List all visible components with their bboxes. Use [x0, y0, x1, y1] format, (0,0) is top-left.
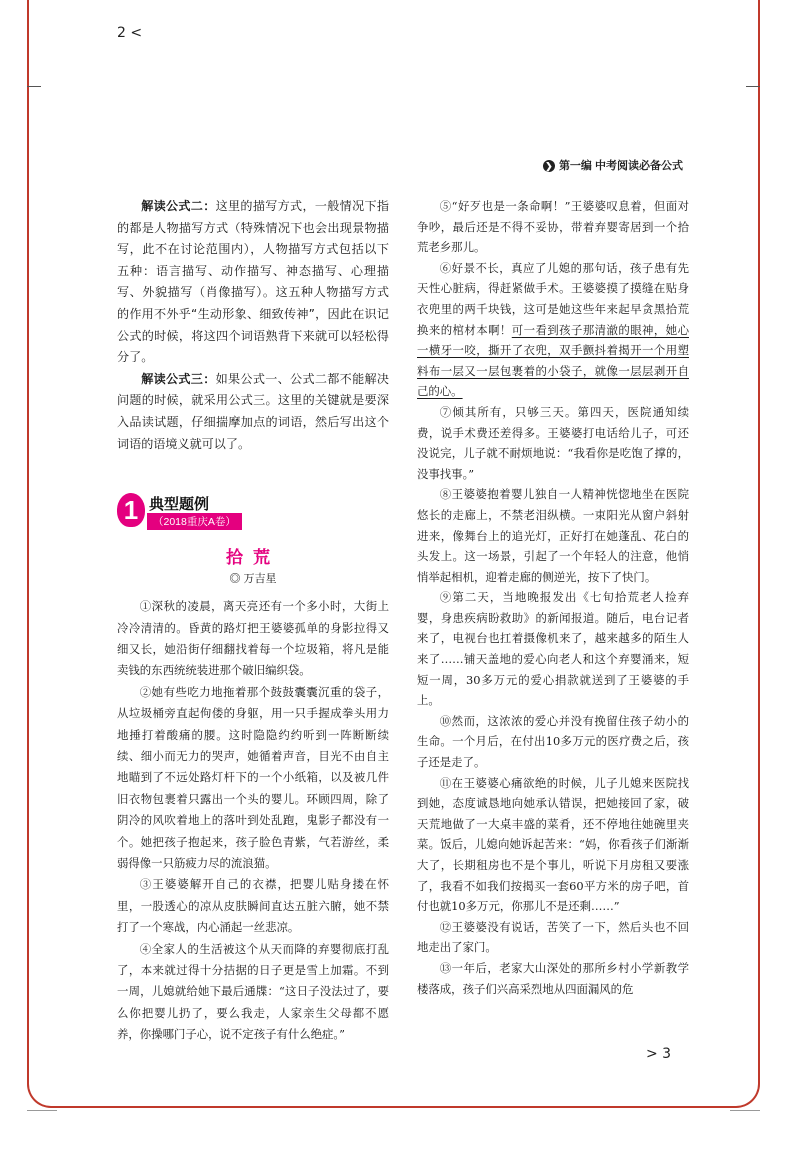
example-number: 1 — [117, 493, 145, 527]
formula-body: 如果公式一、公式二都不能解决问题的时候，就采用公式三。这里的关键就是要深入品读试题，仔细揣摩加点的词语，然后写出这个词语的语境义就可以了。 — [117, 371, 389, 451]
next-page-number: > 3 — [646, 1046, 672, 1062]
formula-title: 解读公式三： — [141, 371, 216, 386]
story-left — [117, 596, 389, 1046]
story-paragraph: ⑨第二天，当地晚报发出《七旬拾荒老人捡弃婴，身患疾病盼救助》的新闻报道。随后，电台记者来了，电视台也扛着摄像机来了，越来越多的陌生人来了……铺天盖地的爱心向老人和这个弃婴涌来，短短一周，30多万元的爱心捐款就送到了王婆婆的手上。 — [417, 590, 689, 708]
crop-mark — [730, 1110, 760, 1111]
crop-mark — [746, 86, 760, 87]
section-header-text: 第一编 中考阅读必备公式 — [558, 160, 683, 172]
section-header — [543, 157, 683, 173]
formula-title: 解读公式二： — [141, 199, 216, 213]
formula-paragraph — [117, 369, 389, 455]
story-author: ◎ 万吉星 — [229, 573, 277, 586]
crop-mark — [27, 86, 41, 87]
story-paragraph: ⑤“好歹也是一条命啊！”王婆婆叹息着，但面对争吵，最后还是不得不妥协，带着弃婴寄居到一个拾荒老乡那儿。 — [417, 199, 689, 255]
story-paragraph: ⑦倾其所有，只够三天。第四天，医院通知续费，说手术费还差得多。王婆婆打电话给儿子，可还没说完，儿子就不耐烦地说：“我看你是吃饱了撑的，没事找事。” — [417, 404, 689, 481]
formula-paragraph — [117, 196, 389, 369]
story-paragraph: ④全家人的生活被这个从天而降的弃婴彻底打乱了，本来就过得十分拮据的日子更是雪上加霜。不到一周，儿媳就给她下最后通牒：“这日子没法过了，要么你把婴儿扔了，要么我走，人家亲生父母都不愿养，你操哪门子心，说不定孩子有什么绝症。” — [117, 941, 389, 1042]
story-paragraph-6 — [417, 258, 689, 402]
story-paragraph: ⑪在王婆婆心痛欲绝的时候，儿子儿媳来医院找到她，态度诚恳地向她承认错误，把她接回了家，破天荒地做了一大桌丰盛的菜肴，还不停地往她碗里夹菜。饭后，儿媳向她诉起苦来：“妈，你看孩子们渐渐大了，长期租房也不是个事儿，听说下月房租又要涨了，我看不如我们按揭买一套60平方米的房子吧，首付也就10多万元，你那儿不是还剩……” — [417, 775, 689, 914]
arrow-icon: ❯ — [543, 160, 555, 172]
underlined-sentence: 可一看到孩子那清澈的眼神，她心一横牙一咬，撕开了衣兜，双手颤抖着揭开一个用塑料布一层又一层包裹着的小袋子，就像一层层剥开自己的心。 — [417, 322, 689, 399]
story-paragraph: ②她有些吃力地拖着那个鼓鼓囊囊沉重的袋子，从垃圾桶旁直起佝偻的身躯，用一只手握成拳头用力地捶打着酸痛的腰。这时隐隐约约听到一阵断断续续、细小而无力的哭声，她循着声音，目光不由自主地瞄到了不远处路灯杆下的一个小纸箱，以及被几件旧衣物包裹着只露出一个头的婴儿。环顾四周，除了阴冷的风吹着地上的落叶到处乱跑，鬼影子都没有一个。她把孩子抱起来，孩子脸色青紫，气若游丝，柔弱得像一只筋疲力尽的流浪猫。 — [117, 684, 389, 870]
left-column — [117, 196, 389, 1046]
story-paragraph: ⑩然而，这浓浓的爱心并没有挽留住孩子幼小的生命。一个月后，在付出10多万元的医疗费之后，孩子还是走了。 — [417, 713, 689, 770]
story-paragraph: ①深秋的凌晨，离天亮还有一个多小时，大街上冷冷清清的。昏黄的路灯把王婆婆孤单的身影拉得又细又长，她沿街仔细翻找着每一个垃圾箱，将凡是能卖钱的东西统统装进那个破旧编织袋。 — [117, 599, 389, 678]
story-title: 拾荒 — [226, 548, 280, 569]
example-title: 典型题例 — [149, 496, 210, 514]
formula-section — [117, 196, 389, 455]
example-badge — [117, 491, 389, 539]
story-paragraph: ⑫王婆婆没有说话，苦笑了一下，然后头也不回地走出了家门。 — [417, 919, 689, 955]
example-source-tag: （2018重庆A卷） — [147, 513, 242, 530]
prev-page-number: 2 < — [117, 25, 143, 41]
story-paragraph: ③王婆婆解开自己的衣襟，把婴儿贴身搂在怀里，一股透心的凉从皮肤瞬间直达五脏六腑，她不禁打了一个寒战，内心涌起一丝悲凉。 — [117, 877, 389, 935]
story-paragraph: ⑬一年后，老家大山深处的那所乡村小学新教学楼落成，孩子们兴高采烈地从四面漏风的危 — [417, 960, 689, 996]
right-column — [417, 196, 689, 999]
story-paragraph: ⑧王婆婆抱着婴儿独自一人精神恍惚地坐在医院悠长的走廊上，不禁老泪纵横。一束阳光从窗户斜射进来，像舞台上的追光灯，正好打在她蓬乱、花白的头发上。这一场景，引起了一个年轻人的注意，他悄悄举起相机，迎着走廊的侧逆光，按下了快门。 — [417, 487, 689, 584]
crop-mark — [27, 1110, 57, 1111]
story-text: ⑥好景不长，真应了儿媳的那句话，孩子患有先天性心脏病，得赶紧做手术。王婆婆摸了摸缝在贴身衣兜里的两千块钱，这可是她这些年来起早贪黑拾荒换来的棺材本啊！ — [417, 260, 689, 337]
formula-body: 这里的描写方式，一般情况下指的都是人物描写方式（特殊情况下也会出现景物描写，此不在讨论范围内），人物描写方式包括以下五种：语言描写、动作描写、神态描写、心理描写、外貌描写（肖像描写）。这五种人物描写方式的作用不外乎“生动形象、细致传神”，因此在识记公式的时候，将这四个词语熟背下来就可以轻松得分了。 — [117, 199, 389, 365]
